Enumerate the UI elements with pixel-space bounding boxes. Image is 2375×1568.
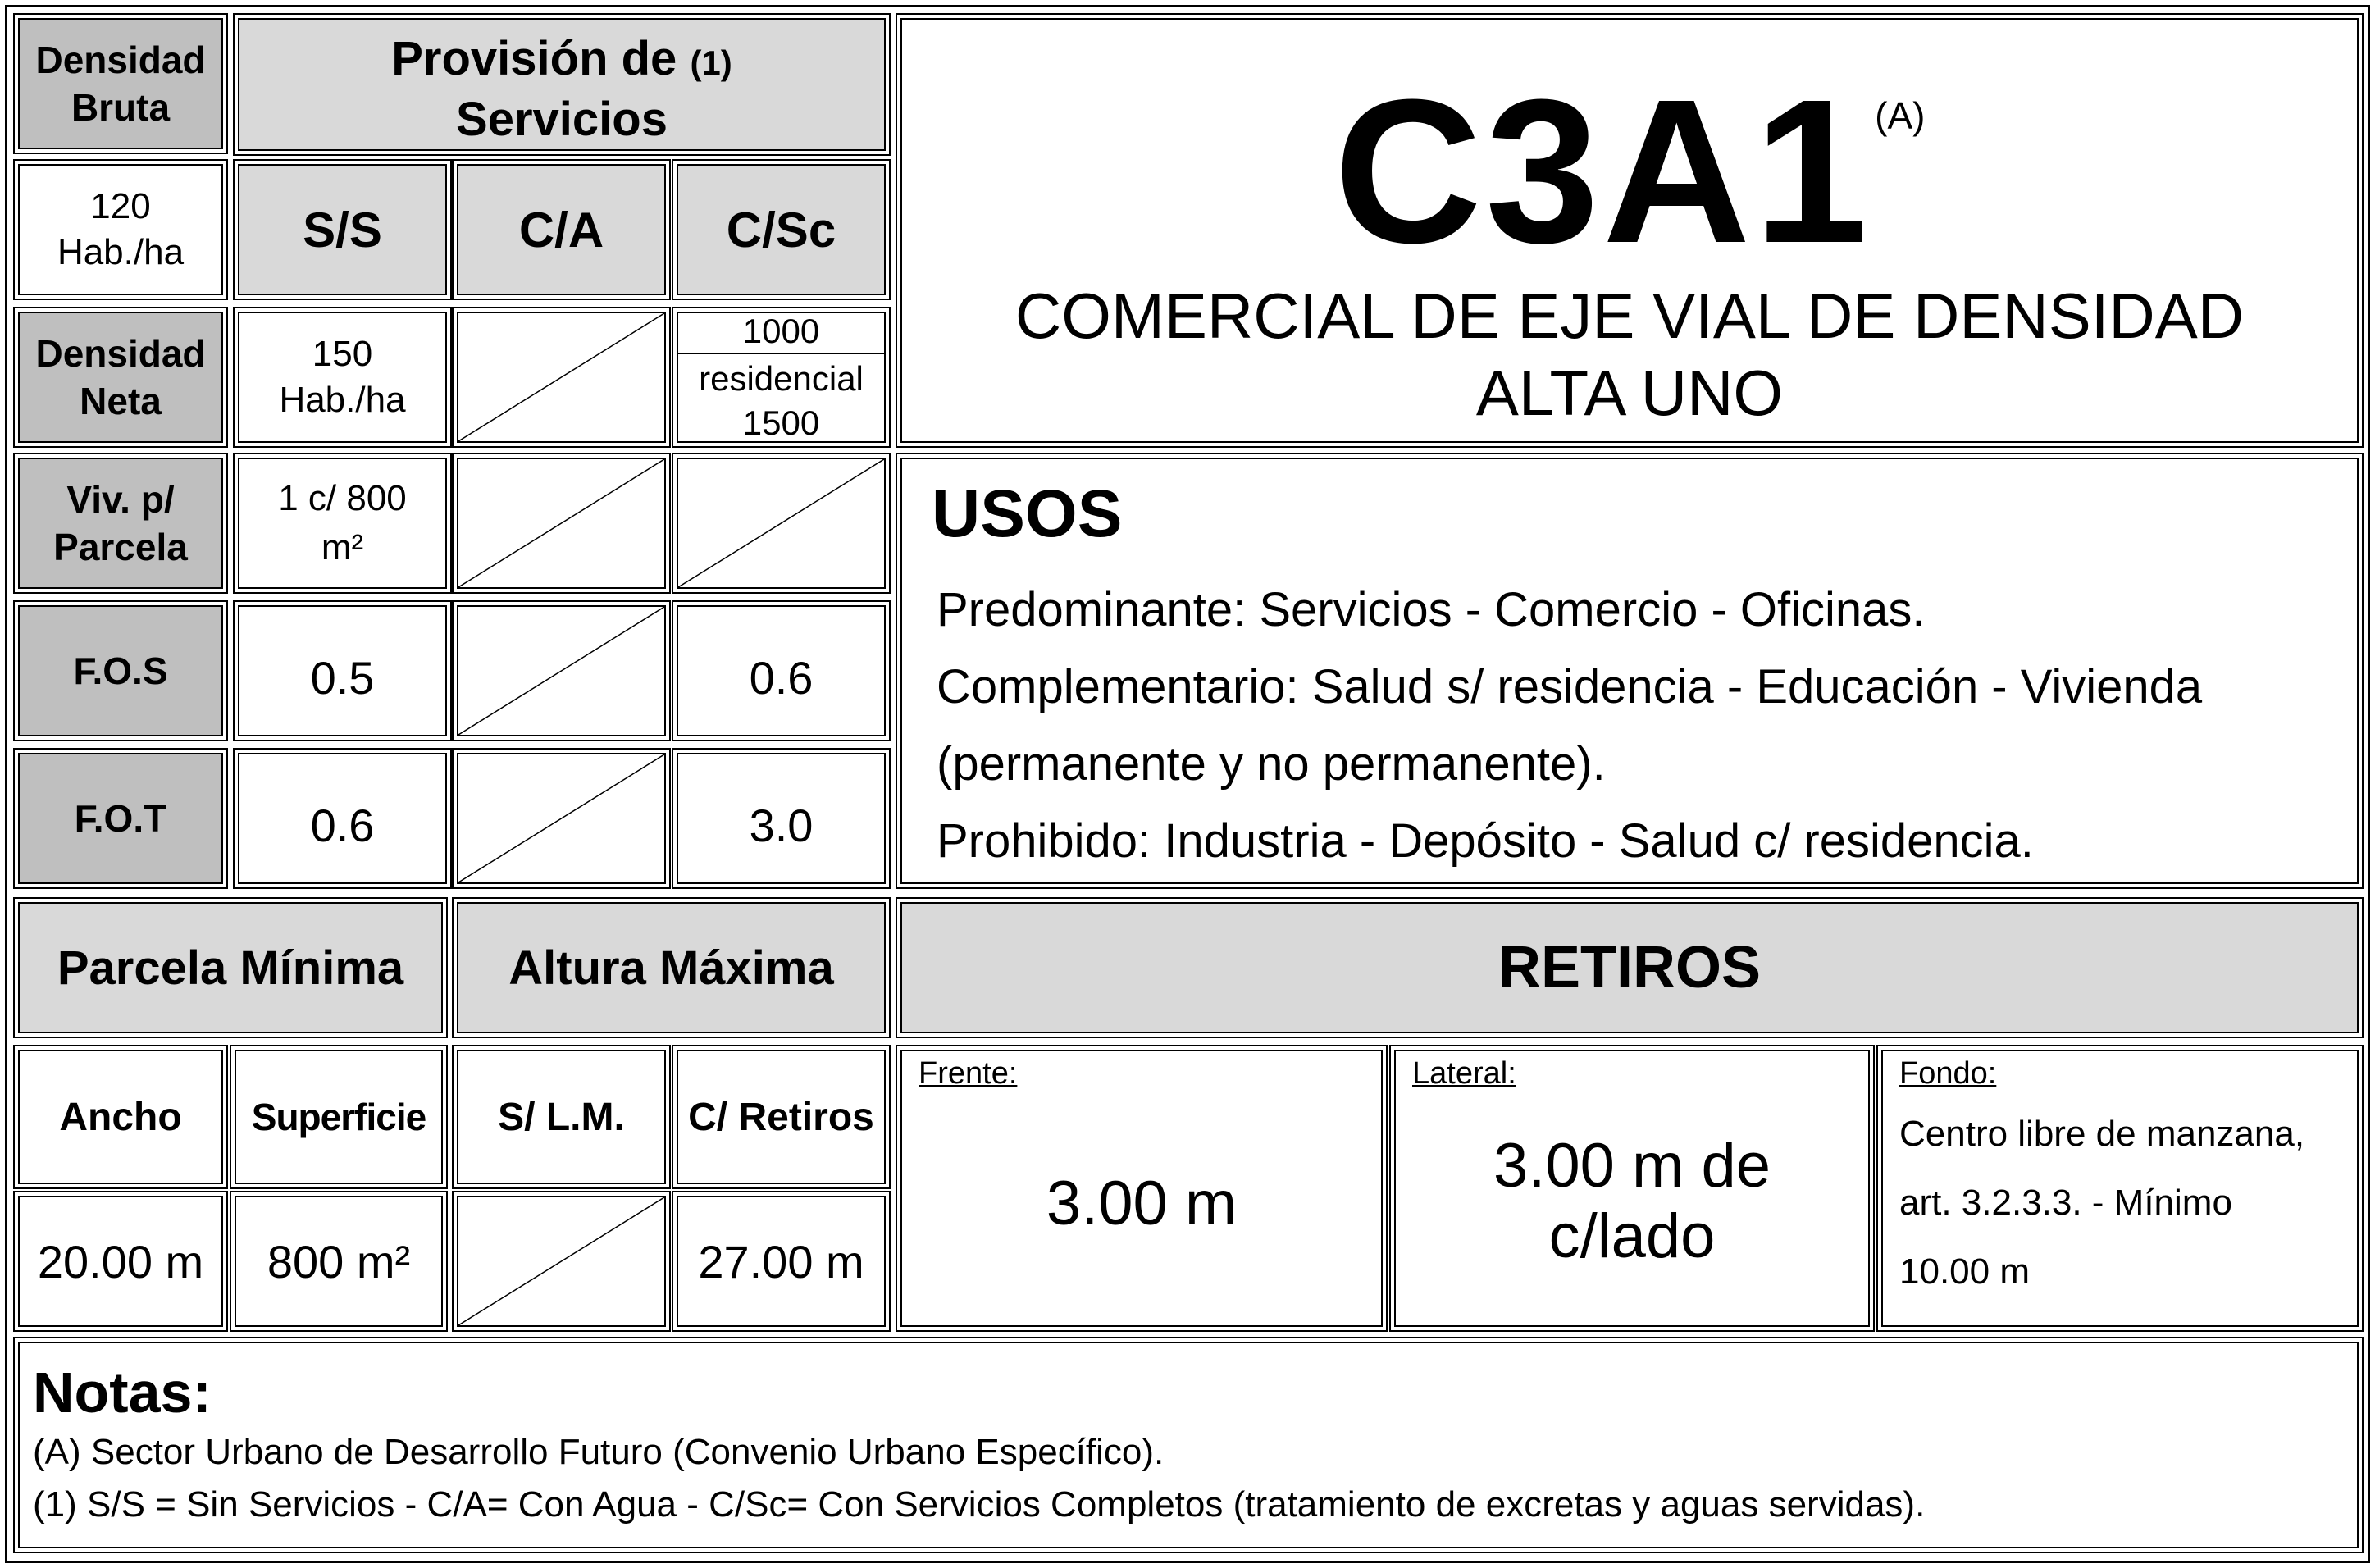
nota-1: (1) S/S = Sin Servicios - C/A= Con Agua - C/Sc= Con Servicios Completos (tratamiento de excretas y aguas servidas).	[33, 1484, 1926, 1525]
fondo-line3: 10.00 m	[1899, 1251, 2030, 1292]
zone-header	[900, 18, 2359, 443]
ancho-header: Ancho	[18, 1050, 223, 1184]
retiro-lateral	[1394, 1050, 1870, 1327]
csc-divider	[678, 353, 884, 354]
cretiros-value: 27.00 m	[677, 1196, 886, 1327]
fot-label: F.O.T	[18, 753, 223, 884]
densidad-bruta-label: Densidad Bruta	[18, 18, 223, 149]
nota-a: (A) Sector Urbano de Desarrollo Futuro (Convenio Urbano Específico).	[33, 1432, 1165, 1472]
notas-title: Notas:	[33, 1361, 212, 1424]
fos-ss: 0.5	[238, 605, 447, 736]
fot-ss: 0.6	[238, 753, 447, 884]
viv-parcela-ca-hatch	[457, 458, 666, 589]
csc-value-1000: 1000	[742, 312, 820, 350]
densidad-neta-ca-hatch	[457, 312, 666, 443]
fondo-label: Fondo:	[1899, 1056, 1997, 1091]
provision-header	[238, 18, 886, 151]
usos-prohibido: Prohibido: Industria - Depósito - Salud c/ residencia.	[937, 814, 2034, 868]
zone-name-line1: COMERCIAL DE EJE VIAL DE DENSIDAD	[1014, 280, 2245, 352]
retiro-frente	[900, 1050, 1383, 1327]
col-ss-header: S/S	[238, 164, 447, 295]
zone-code: C3A1	[1333, 57, 1871, 285]
viv-parcela-label: Viv. p/ Parcela	[18, 458, 223, 589]
usos-complementario-cont: (permanente y no permanente).	[937, 737, 1606, 791]
cretiros-header: C/ Retiros	[677, 1050, 886, 1184]
altura-maxima-header: Altura Máxima	[457, 902, 886, 1033]
usos-predominante: Predominante: Servicios - Comercio - Oficinas.	[937, 583, 1926, 636]
slm-header: S/ L.M.	[457, 1050, 666, 1184]
lateral-label: Lateral:	[1412, 1056, 1516, 1091]
fondo-line2: art. 3.2.3.3. - Mínimo	[1899, 1183, 2232, 1223]
usos-complementario: Complementario: Salud s/ residencia - Educación - Vivienda	[937, 660, 2203, 713]
provision-sup: (1)	[690, 43, 732, 82]
lateral-value-2: c/lado	[1548, 1201, 1716, 1271]
densidad-neta-csc	[677, 312, 886, 443]
fot-ca-hatch	[457, 753, 666, 884]
superficie-header: Superficie	[235, 1050, 443, 1184]
csc-residencial: residencial	[699, 359, 864, 398]
retiro-fondo	[1881, 1050, 2359, 1327]
frente-value: 3.00 m	[1046, 1169, 1238, 1238]
fos-csc: 0.6	[677, 605, 886, 736]
lateral-value-1: 3.00 m de	[1493, 1131, 1771, 1201]
fos-ca-hatch	[457, 605, 666, 736]
viv-parcela-ss: 1 c/ 800 m²	[238, 458, 447, 589]
provision-subtitle: Servicios	[456, 93, 668, 146]
provision-title: Provisión de	[391, 32, 677, 85]
superficie-value: 800 m²	[235, 1196, 443, 1327]
usos-title: USOS	[932, 476, 1123, 551]
viv-parcela-csc-hatch	[677, 458, 886, 589]
retiros-header: RETIROS	[900, 902, 2359, 1033]
usos-panel	[900, 458, 2359, 884]
ancho-value: 20.00 m	[18, 1196, 223, 1327]
densidad-neta-label: Densidad Neta	[18, 312, 223, 443]
frente-label: Frente:	[919, 1056, 1018, 1091]
fondo-line1: Centro libre de manzana,	[1899, 1114, 2305, 1154]
fos-label: F.O.S	[18, 605, 223, 736]
densidad-bruta-value: 120 Hab./ha	[18, 164, 223, 295]
zone-name-line2: ALTA UNO	[1475, 357, 1784, 429]
fot-csc: 3.0	[677, 753, 886, 884]
densidad-neta-ss: 150 Hab./ha	[238, 312, 447, 443]
col-csc-header: C/Sc	[677, 164, 886, 295]
col-ca-header: C/A	[457, 164, 666, 295]
csc-value-1500: 1500	[742, 403, 820, 442]
notas-panel	[18, 1342, 2359, 1548]
slm-hatch	[457, 1196, 666, 1327]
zone-code-sup: (A)	[1875, 94, 1926, 137]
parcela-minima-header: Parcela Mínima	[18, 902, 443, 1033]
